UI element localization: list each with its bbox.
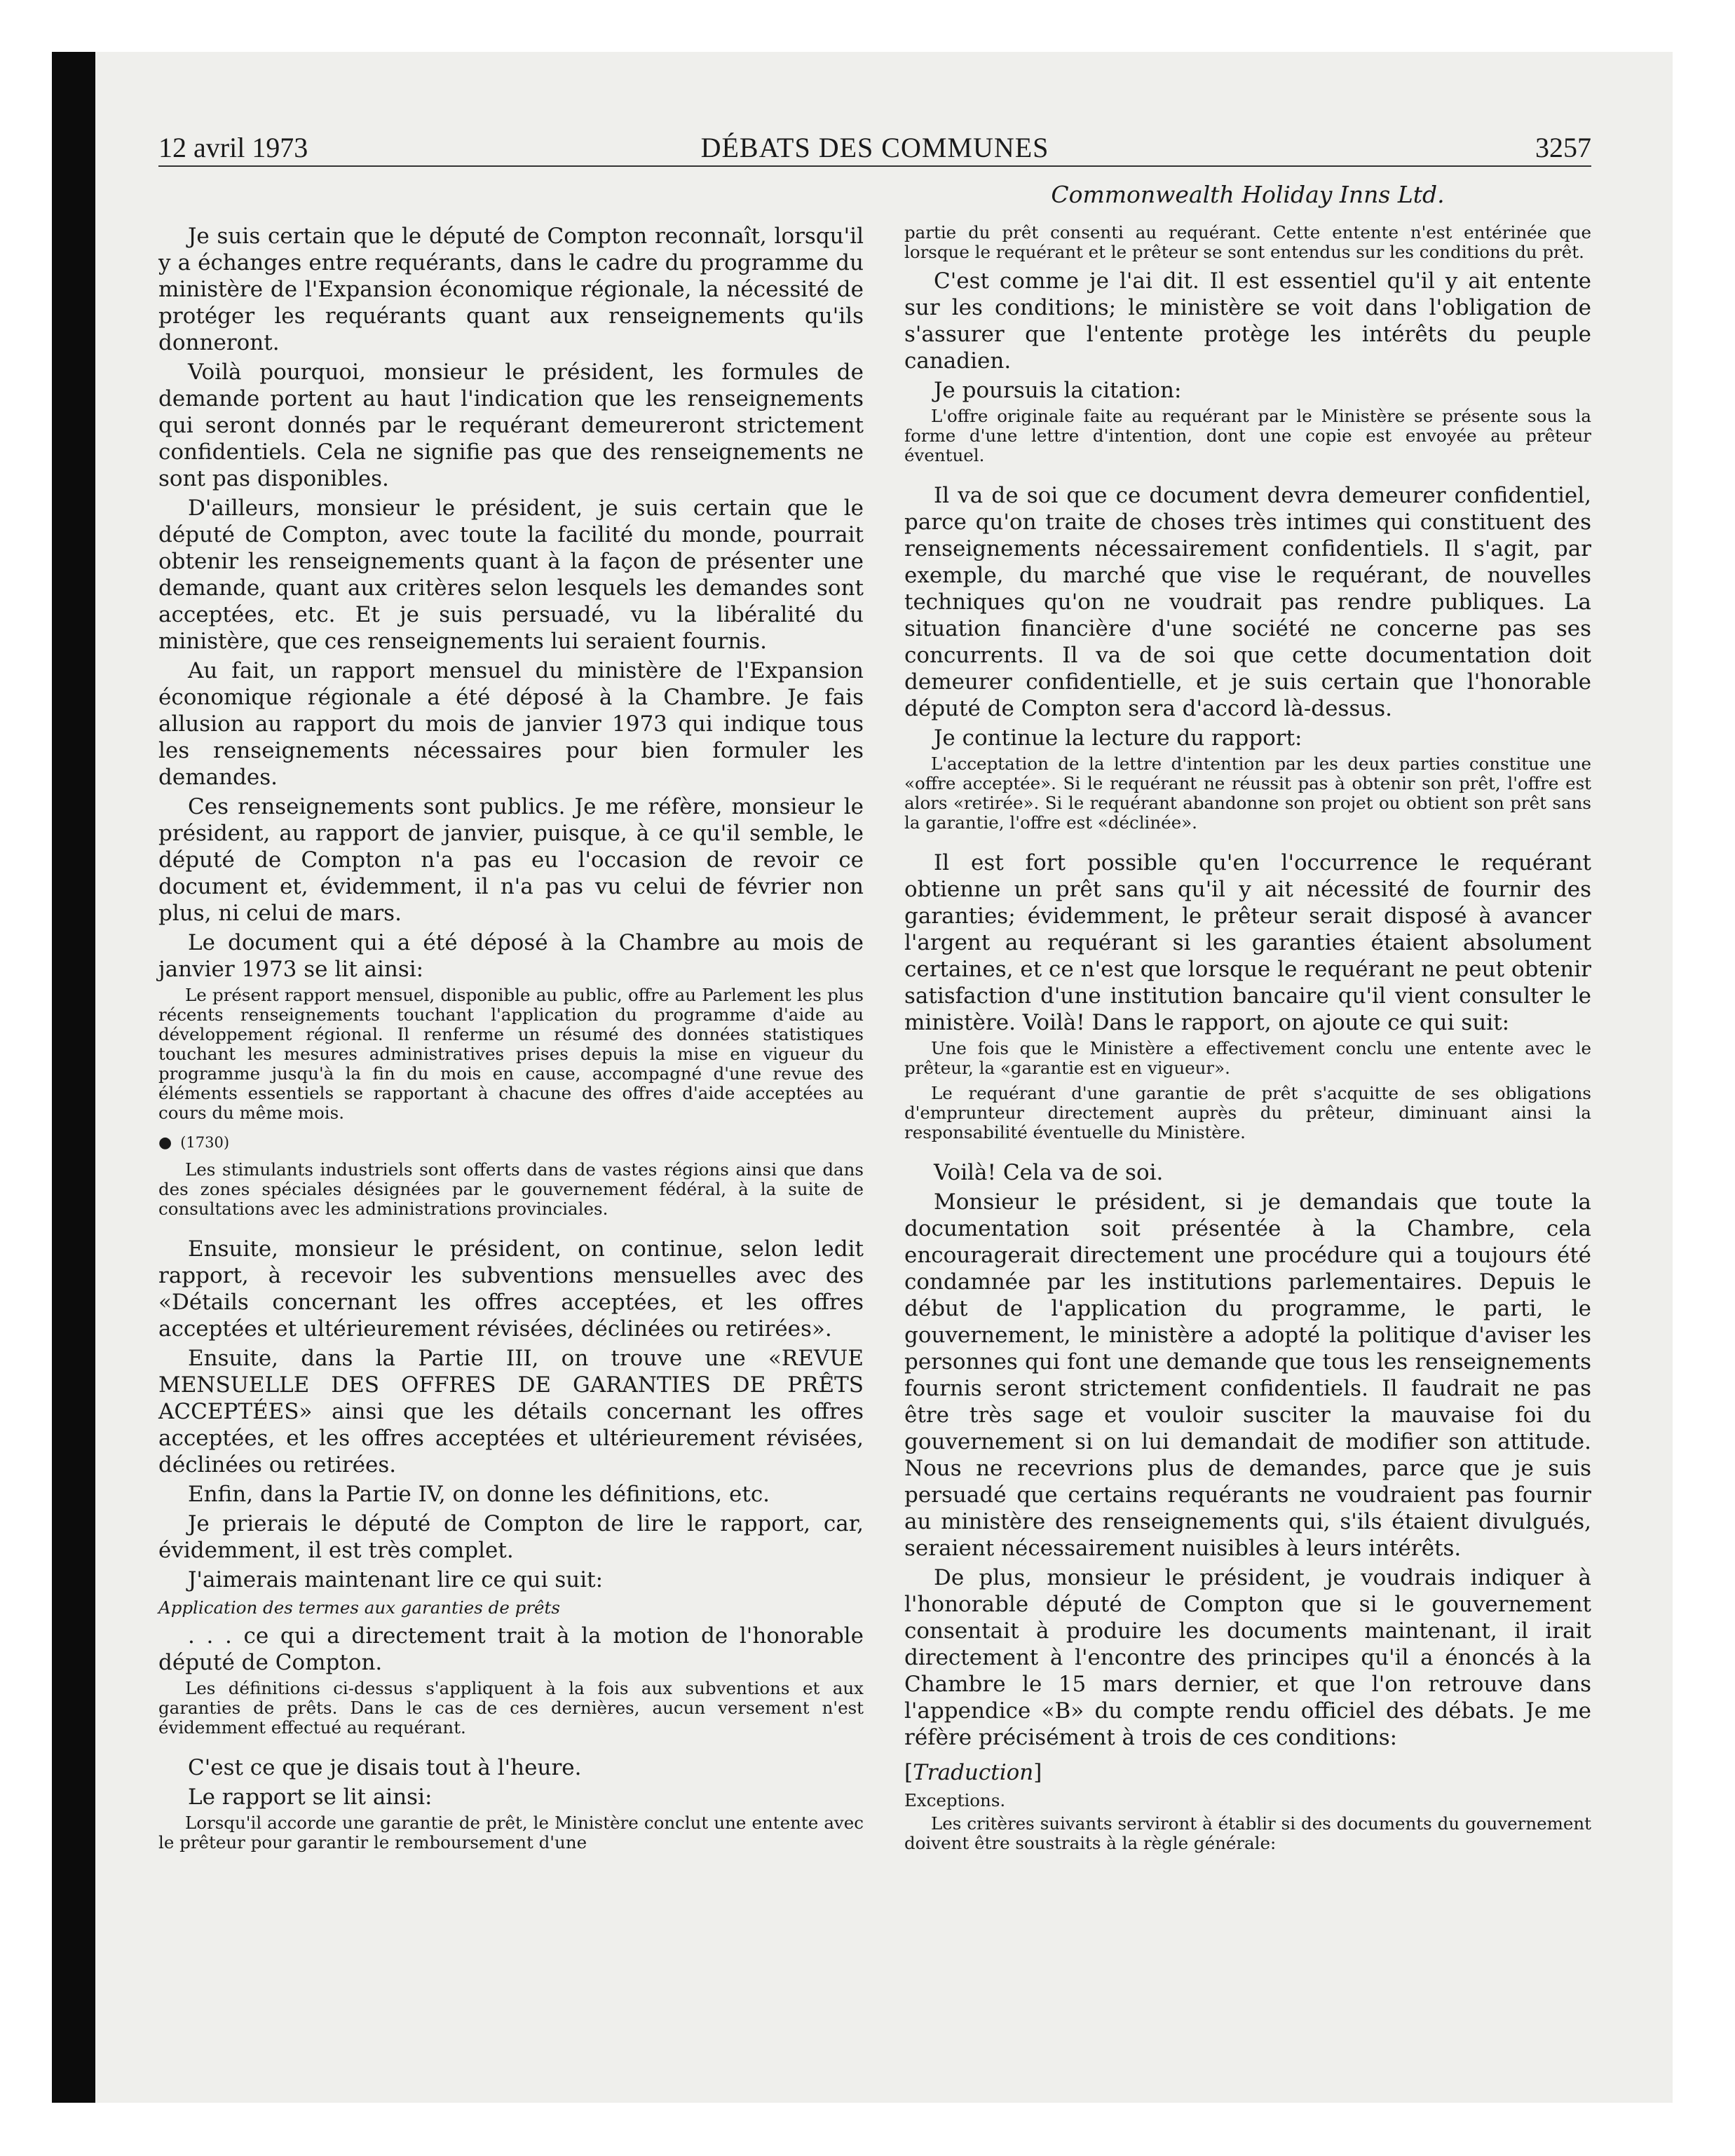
bullet-icon: ● (158, 1134, 172, 1152)
paragraph: Ensuite, monsieur le président, on continue, selon ledit rapport, à recevoir les subventions mensuelles avec des «Détails concernant les offres acceptées, et les offres acceptées et ultérieurement révisées, déclinées ou retirées». (158, 1236, 864, 1342)
section-subheading: Application des termes aux garanties de prêts (158, 1597, 560, 1618)
paragraph: Voilà pourquoi, monsieur le président, les formules de demande portent au haut l'indication que les renseignements qui seront donnés par le requérant demeureront strictement confidentiels. Cela ne signifie pas que des renseignements ne sont pas disponibles. (158, 360, 864, 491)
paragraph: C'est comme je l'ai dit. Il est essentiel qu'il y ait entente sur les conditions; le ministère se voit dans l'obligation de s'assurer que l'entente protège les intérêts du peuple canadien. (904, 268, 1591, 374)
paragraph: Ces renseignements sont publics. Je me réfère, monsieur le président, au rapport de janvier, puisque, à ce qu'il semble, le député de Compton n'a pas eu l'occasion de revoir ce document et, évidemment, il n'a pas vu celui de février non plus, ni celui de mars. (158, 794, 864, 926)
paragraph: J'aimerais maintenant lire ce qui suit: (188, 1567, 604, 1592)
quotation: L'acceptation de la lettre d'intention par les deux parties constitue une «offre acceptée». Si le requérant ne réussit pas à obtenir son prêt, l'offre est alors «retirée». Si le requérant abandonne son projet ou obtient son prêt sans la garantie, l'offre est «déclinée». (904, 753, 1591, 833)
header-date: 12 avril 1973 (158, 132, 308, 163)
quotation: Le requérant d'une garantie de prêt s'acquitte de ses obligations d'emprunteur directement auprès du prêteur, diminuant ainsi la responsabilité éventuelle du Ministère. (904, 1083, 1591, 1142)
paragraph: C'est ce que je disais tout à l'heure. (188, 1755, 582, 1780)
left-column (158, 223, 864, 1858)
paragraph: Je prierais le député de Compton de lire le rapport, car, évidemment, il est très complet. (158, 1511, 864, 1563)
exceptions-heading: Exceptions. (904, 1790, 1006, 1810)
time-stamp: (1730) (180, 1134, 230, 1151)
quotation-continued: partie du prêt consenti au requérant. Cette entente n'est entérinée que lorsque le requérant et le prêteur se sont entendus sur les conditions du prêt. (904, 222, 1591, 262)
paragraph: Monsieur le président, si je demandais que toute la documentation soit présentée à la Chambre, cela encouragerait directement une procédure qui a toujours été condamnée par les institutions parlementaires. Depuis le début de l'application du programme, le parti, le gouvernement, le ministère a adopté la politique d'aviser les personnes qui font une demande que tous les renseignements fournis seront strictement confidentiels. Il faudrait ne pas être très sage et vouloir susciter la mauvaise foi du gouvernement si on lui demandait de modifier son attitude. Nous ne recevrions plus de demandes, parce que je suis persuadé que certains requérants ne voudraient pas fournir au ministère des renseignements qui, s'ils étaient divulgués, seraient nécessairement nuisibles à leurs intérêts. (904, 1189, 1591, 1561)
paragraph: Au fait, un rapport mensuel du ministère de l'Expansion économique régionale a été déposé à la Chambre. Je fais allusion au rapport du mois de janvier 1973 qui indique tous les renseignements nécessaires pour bien formuler les demandes. (158, 658, 864, 790)
quotation: Les stimulants industriels sont offerts dans de vastes régions ainsi que dans des zones spéciales désignées par le gouvernement fédéral, à la suite de consultations avec les administrations provinciales. (158, 1159, 864, 1219)
paragraph: Je poursuis la citation: (934, 378, 1182, 403)
translation-note (904, 1759, 1591, 1786)
bracket-close: ] (1033, 1760, 1042, 1785)
paragraph: Ensuite, dans la Partie III, on trouve une «REVUE MENSUELLE DES OFFRES DE GARANTIES DE PRÊTS ACCEPTÉES» ainsi que les détails concernant les offres acceptées, et les offres acceptées et ultérieurement révisées, déclinées ou retirées. (158, 1346, 864, 1478)
paragraph: . . . ce qui a directement trait à la motion de l'honorable député de Compton. (158, 1623, 864, 1675)
paragraph: Je suis certain que le député de Compton reconnaît, lorsqu'il y a échanges entre requérants, dans le cadre du programme du ministère de l'Expansion économique régionale, la nécessité de protéger les requérants quant aux renseignements qu'ils donneront. (158, 224, 864, 355)
header-page-number: 3257 (1535, 132, 1591, 163)
paragraph: Le rapport se lit ainsi: (188, 1785, 433, 1810)
paragraph: Il va de soi que ce document devra demeurer confidentiel, parce qu'on traite de choses très intimes qui constituent des renseignements nécessairement confidentiels. Il s'agit, par exemple, du marché que vise le requérant, de nouvelles techniques qu'on ne voudrait pas rendre publiques. La situation financière d'une société ne concerne pas ses concurrents. Il va de soi que cette documentation doit demeurer confidentielle, et je suis certain que l'honorable député de Compton sera d'accord là-dessus. (904, 483, 1591, 721)
quotation: Les critères suivants serviront à établir si des documents du gouvernement doivent être soustraits à la règle générale: (904, 1813, 1591, 1853)
quotation: Le présent rapport mensuel, disponible au public, offre au Parlement les plus récents renseignements touchant l'application du programme d'aide au développement régional. Il renferme un résumé des données statistiques touchant les mesures administratives prises depuis la mise en vigueur du programme jusqu'à la fin du mois en cause, accompagné d'une revue des éléments essentiels se rapportant à chacune des offres d'aide acceptées au cours du même mois. (158, 985, 864, 1123)
paragraph: Le document qui a été déposé à la Chambre au mois de janvier 1973 se lit ainsi: (158, 930, 864, 982)
quotation: Les définitions ci-dessus s'appliquent à la fois aux subventions et aux garanties de prêts. Dans le cas de ces dernières, aucun versement n'est évidemment effectué au requérant. (158, 1678, 864, 1738)
paragraph: D'ailleurs, monsieur le président, je suis certain que le député de Compton, avec toute la facilité du monde, pourrait obtenir les renseignements quant à la façon de présenter une demande, quant aux critères selon lesquels les demandes sont acceptées, etc. Et je suis persuadé, vu la libéralité du ministère, que ces renseignements lui seraient fournis. (158, 496, 864, 654)
paragraph: Enfin, dans la Partie IV, on donne les définitions, etc. (188, 1482, 770, 1507)
time-marker (158, 1133, 864, 1153)
scan-edge (52, 52, 95, 2103)
paragraph: Voilà! Cela va de soi. (934, 1160, 1164, 1185)
page-header (158, 126, 1591, 167)
running-subject: Commonwealth Holiday Inns Ltd. (1051, 181, 1445, 208)
header-title: DÉBATS DES COMMUNES (700, 132, 1049, 163)
paragraph: De plus, monsieur le président, je voudrais indiquer à l'honorable député de Compton que si le gouvernement consentait à produire les documents maintenant, il irait directement à l'encontre des principes qu'il a énoncés à la Chambre le 15 mars dernier, et que l'on retrouve dans l'appendice «B» du compte rendu officiel des débats. Je me réfère précisément à trois de ces conditions: (904, 1565, 1591, 1750)
bracket-open: [ (904, 1760, 913, 1785)
quotation: L'offre originale faite au requérant par le Ministère se présente sous la forme d'une lettre d'intention, dont une copie est envoyée au prêteur éventuel. (904, 406, 1591, 465)
quotation: Une fois que le Ministère a effectivement conclu une entente avec le prêteur, la «garantie est en vigueur». (904, 1038, 1591, 1078)
right-column (904, 223, 1591, 1859)
paragraph: Il est fort possible qu'en l'occurrence le requérant obtienne un prêt sans qu'il y ait nécessité de fournir des garanties; évidemment, le prêteur serait disposé à avancer l'argent au requérant si les garanties étaient absolument certaines, et ce n'est que lorsque le requérant ne peut obtenir satisfaction d'une institution bancaire qu'il vient consulter le ministère. Voilà! Dans le rapport, on ajoute ce qui suit: (904, 850, 1591, 1035)
quotation: Lorsqu'il accorde une garantie de prêt, le Ministère conclut une entente avec le prêteur pour garantir le remboursement d'une (158, 1813, 864, 1853)
paragraph: Je continue la lecture du rapport: (934, 725, 1302, 751)
translation-label: Traduction (913, 1760, 1034, 1785)
